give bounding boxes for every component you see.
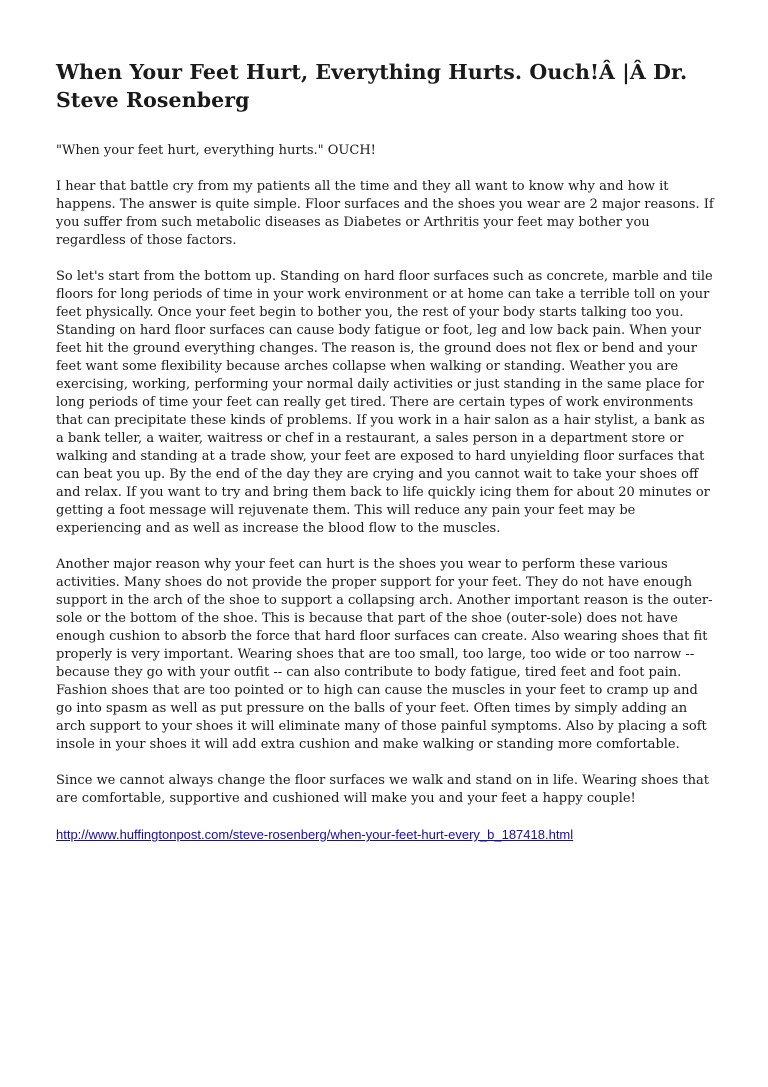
document-page [56,58,714,844]
article-paragraph-floor-surfaces: So let's start from the bottom up. Standing on hard floor surfaces such as concrete, marble and tile floors for long periods of time in your work environment or at home can take a terrible toll on your feet physically. Once your feet begin to bother you, the rest of your body starts talking too you. Standing on hard floor surfaces can cause body fatigue or foot, leg and low back pain. When your feet hit the ground everything changes. The reason is, the ground does not flex or bend and your feet want some flexibility because arches collapse when walking or standing. Weather you are exercising, working, performing your normal daily activities or just standing in the same place for long periods of time your feet can really get tired. There are certain types of work environments that can precipitate these kinds of problems. If you work in a hair salon as a hair stylist, a bank as a bank teller, a waiter, waitress or chef in a restaurant, a sales person in a department store or walking and standing at a trade show, your feet are exposed to hard unyielding floor surfaces that can beat you up. By the end of the day they are crying and you cannot wait to take your shoes off and relax. If you want to try and bring them back to life quickly icing them for about 20 minutes or getting a foot message will rejuvenate them. This will reduce any pain your feet may be experiencing and as well as increase the blood flow to the muscles. [56,269,713,536]
article-paragraph-conclusion: Since we cannot always change the floor surfaces we walk and stand on in life. Wearing shoes that are comfortable, supportive and cushioned will make you and your feet a happy couple! [56,773,710,806]
article-paragraph-intro: I hear that battle cry from my patients all the time and they all want to know why and how it happens. The answer is quite simple. Floor surfaces and the shoes you wear are 2 major reasons. If you suffer from such metabolic diseases as Diabetes or Arthritis your feet may bother you regardless of those factors. [56,179,714,248]
source-link[interactable]: http://www.huffingtonpost.com/steve-rosenberg/when-your-feet-hurt-every_b_187418.html [56,827,574,842]
article-title: When Your Feet Hurt, Everything Hurts. Ouch!Â |Â Dr. Steve Rosenberg [56,60,688,112]
article-paragraph-quote: "When your feet hurt, everything hurts." OUCH! [56,143,376,158]
article-paragraph-shoes: Another major reason why your feet can hurt is the shoes you wear to perform these various activities. Many shoes do not provide the proper support for your feet. They do not have enough support in the arch of the shoe to support a collapsing arch. Another important reason is the outer-sole or the bottom of the shoe. This is because that part of the shoe (outer-sole) does not have enough cushion to absorb the force that hard floor surfaces can create. Also wearing shoes that fit properly is very important. Wearing shoes that are too small, too large, too wide or too narrow -- because they go with your outfit -- can also contribute to body fatigue, tired feet and foot pain. Fashion shoes that are too pointed or to high can cause the muscles in your feet to cramp up and go into spasm as well as put pressure on the balls of your feet. Often times by simply adding an arch support to your shoes it will eliminate many of those painful symptoms. Also by placing a soft insole in your shoes it will add extra cushion and make walking or standing more comfortable. [56,557,713,752]
